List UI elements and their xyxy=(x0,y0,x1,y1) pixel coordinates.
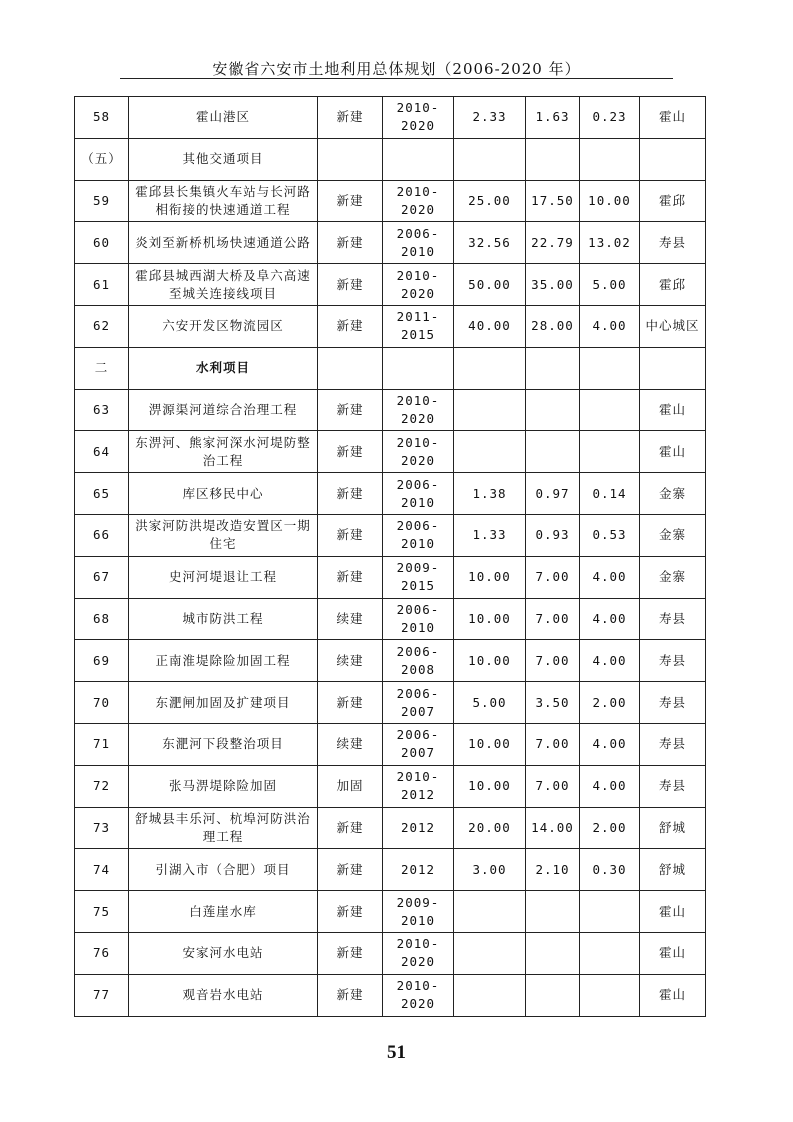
cell-farmland-area xyxy=(526,932,580,974)
cell-cultivated-area: 0.30 xyxy=(580,849,640,891)
cell-total-area xyxy=(454,974,526,1016)
cell-project-name: 舒城县丰乐河、杭埠河防洪治理工程 xyxy=(129,807,318,849)
table-row xyxy=(75,765,706,807)
cell-region: 霍山 xyxy=(640,891,706,933)
cell-construction-type: 新建 xyxy=(318,932,383,974)
cell-total-area: 10.00 xyxy=(454,765,526,807)
cell-cultivated-area: 0.53 xyxy=(580,514,640,556)
table-row xyxy=(75,473,706,515)
cell-cultivated-area: 4.00 xyxy=(580,305,640,347)
cell-total-area: 20.00 xyxy=(454,807,526,849)
cell-cultivated-area xyxy=(580,347,640,389)
table-row xyxy=(75,723,706,765)
cell-project-name: 观音岩水电站 xyxy=(129,974,318,1016)
cell-total-area: 3.00 xyxy=(454,849,526,891)
cell-region: 霍山 xyxy=(640,932,706,974)
cell-farmland-area: 7.00 xyxy=(526,640,580,682)
cell-farmland-area: 17.50 xyxy=(526,180,580,222)
cell-project-name: 库区移民中心 xyxy=(129,473,318,515)
cell-number: 74 xyxy=(75,849,129,891)
cell-project-name: 城市防洪工程 xyxy=(129,598,318,640)
cell-farmland-area: 28.00 xyxy=(526,305,580,347)
cell-number: 68 xyxy=(75,598,129,640)
cell-cultivated-area: 4.00 xyxy=(580,598,640,640)
table-row xyxy=(75,556,706,598)
cell-construction-type: 新建 xyxy=(318,514,383,556)
cell-region: 寿县 xyxy=(640,682,706,724)
cell-farmland-area: 0.93 xyxy=(526,514,580,556)
cell-region: 霍邱 xyxy=(640,180,706,222)
cell-construction-type: 新建 xyxy=(318,97,383,139)
cell-region xyxy=(640,347,706,389)
cell-number: 59 xyxy=(75,180,129,222)
cell-period: 2006-2010 xyxy=(383,222,454,264)
cell-construction-type: 新建 xyxy=(318,974,383,1016)
cell-region: 金寨 xyxy=(640,473,706,515)
cell-construction-type: 新建 xyxy=(318,180,383,222)
cell-cultivated-area: 0.23 xyxy=(580,97,640,139)
cell-total-area: 32.56 xyxy=(454,222,526,264)
cell-cultivated-area xyxy=(580,389,640,431)
cell-period: 2009-2015 xyxy=(383,556,454,598)
cell-total-area: 10.00 xyxy=(454,640,526,682)
cell-number: 71 xyxy=(75,723,129,765)
cell-cultivated-area: 4.00 xyxy=(580,765,640,807)
project-land-table xyxy=(74,96,706,1017)
cell-period: 2006-2007 xyxy=(383,682,454,724)
cell-total-area xyxy=(454,932,526,974)
header-rule xyxy=(120,78,673,79)
cell-period: 2010-2020 xyxy=(383,932,454,974)
cell-period: 2006-2010 xyxy=(383,473,454,515)
cell-number: 75 xyxy=(75,891,129,933)
cell-period: 2006-2008 xyxy=(383,640,454,682)
table-row xyxy=(75,807,706,849)
table-row xyxy=(75,305,706,347)
cell-number: 72 xyxy=(75,765,129,807)
cell-cultivated-area: 0.14 xyxy=(580,473,640,515)
table-row xyxy=(75,222,706,264)
cell-construction-type: 新建 xyxy=(318,556,383,598)
cell-project-name: 水利项目 xyxy=(129,347,318,389)
cell-project-name: 其他交通项目 xyxy=(129,138,318,180)
cell-total-area xyxy=(454,389,526,431)
cell-total-area xyxy=(454,431,526,473)
cell-cultivated-area xyxy=(580,138,640,180)
cell-region: 霍山 xyxy=(640,97,706,139)
cell-total-area: 5.00 xyxy=(454,682,526,724)
table-row xyxy=(75,849,706,891)
table-row xyxy=(75,347,706,389)
cell-construction-type: 新建 xyxy=(318,264,383,306)
cell-construction-type: 新建 xyxy=(318,389,383,431)
cell-construction-type: 续建 xyxy=(318,723,383,765)
page-number: 51 xyxy=(387,1042,406,1063)
table-row xyxy=(75,97,706,139)
cell-construction-type: 新建 xyxy=(318,682,383,724)
cell-period: 2011-2015 xyxy=(383,305,454,347)
table-row xyxy=(75,431,706,473)
cell-region: 舒城 xyxy=(640,849,706,891)
table-row xyxy=(75,264,706,306)
cell-number: 69 xyxy=(75,640,129,682)
cell-project-name: 淠源渠河道综合治理工程 xyxy=(129,389,318,431)
cell-period: 2012 xyxy=(383,849,454,891)
cell-period: 2010-2020 xyxy=(383,97,454,139)
table-body xyxy=(75,97,706,1017)
cell-farmland-area xyxy=(526,138,580,180)
cell-period: 2010-2020 xyxy=(383,974,454,1016)
cell-number: 77 xyxy=(75,974,129,1016)
cell-number: 66 xyxy=(75,514,129,556)
table-row xyxy=(75,891,706,933)
cell-region xyxy=(640,138,706,180)
cell-farmland-area: 7.00 xyxy=(526,765,580,807)
cell-construction-type: 新建 xyxy=(318,431,383,473)
cell-number: 61 xyxy=(75,264,129,306)
cell-farmland-area: 7.00 xyxy=(526,598,580,640)
cell-region: 霍山 xyxy=(640,974,706,1016)
cell-project-name: 安家河水电站 xyxy=(129,932,318,974)
cell-cultivated-area: 4.00 xyxy=(580,556,640,598)
cell-number: 62 xyxy=(75,305,129,347)
cell-period: 2006-2010 xyxy=(383,598,454,640)
cell-cultivated-area: 2.00 xyxy=(580,807,640,849)
cell-cultivated-area xyxy=(580,932,640,974)
cell-construction-type: 续建 xyxy=(318,640,383,682)
cell-number: 64 xyxy=(75,431,129,473)
cell-region: 寿县 xyxy=(640,765,706,807)
cell-farmland-area xyxy=(526,431,580,473)
cell-total-area: 25.00 xyxy=(454,180,526,222)
cell-region: 霍邱 xyxy=(640,264,706,306)
cell-project-name: 白莲崖水库 xyxy=(129,891,318,933)
cell-period: 2012 xyxy=(383,807,454,849)
cell-number: 65 xyxy=(75,473,129,515)
cell-period: 2010-2020 xyxy=(383,431,454,473)
cell-project-name: 正南淮堤除险加固工程 xyxy=(129,640,318,682)
cell-farmland-area xyxy=(526,347,580,389)
cell-region: 金寨 xyxy=(640,556,706,598)
cell-period: 2010-2012 xyxy=(383,765,454,807)
cell-project-name: 霍山港区 xyxy=(129,97,318,139)
cell-cultivated-area xyxy=(580,431,640,473)
cell-cultivated-area: 13.02 xyxy=(580,222,640,264)
cell-region: 舒城 xyxy=(640,807,706,849)
table-row xyxy=(75,389,706,431)
cell-number: 58 xyxy=(75,97,129,139)
cell-project-name: 洪家河防洪堤改造安置区一期住宅 xyxy=(129,514,318,556)
cell-number: 76 xyxy=(75,932,129,974)
cell-total-area: 10.00 xyxy=(454,598,526,640)
cell-farmland-area: 22.79 xyxy=(526,222,580,264)
cell-number: 70 xyxy=(75,682,129,724)
cell-farmland-area: 3.50 xyxy=(526,682,580,724)
cell-number: 二 xyxy=(75,347,129,389)
cell-construction-type: 新建 xyxy=(318,222,383,264)
cell-region: 霍山 xyxy=(640,389,706,431)
cell-total-area: 2.33 xyxy=(454,97,526,139)
cell-construction-type: 新建 xyxy=(318,891,383,933)
cell-farmland-area xyxy=(526,891,580,933)
table-row xyxy=(75,640,706,682)
cell-farmland-area: 14.00 xyxy=(526,807,580,849)
cell-period: 2006-2010 xyxy=(383,514,454,556)
cell-total-area: 40.00 xyxy=(454,305,526,347)
cell-project-name: 东淝闸加固及扩建项目 xyxy=(129,682,318,724)
cell-total-area xyxy=(454,138,526,180)
cell-number: 73 xyxy=(75,807,129,849)
cell-farmland-area: 2.10 xyxy=(526,849,580,891)
cell-region: 金寨 xyxy=(640,514,706,556)
cell-number: 60 xyxy=(75,222,129,264)
cell-construction-type xyxy=(318,138,383,180)
cell-construction-type: 加固 xyxy=(318,765,383,807)
table-row xyxy=(75,180,706,222)
cell-period: 2010-2020 xyxy=(383,264,454,306)
cell-construction-type: 新建 xyxy=(318,849,383,891)
cell-farmland-area: 7.00 xyxy=(526,723,580,765)
cell-project-name: 东淠河、熊家河深水河堤防整治工程 xyxy=(129,431,318,473)
cell-construction-type: 新建 xyxy=(318,807,383,849)
table-row xyxy=(75,682,706,724)
cell-farmland-area: 0.97 xyxy=(526,473,580,515)
cell-construction-type xyxy=(318,347,383,389)
cell-project-name: 史河河堤退让工程 xyxy=(129,556,318,598)
cell-number: 63 xyxy=(75,389,129,431)
cell-farmland-area: 1.63 xyxy=(526,97,580,139)
cell-cultivated-area xyxy=(580,891,640,933)
cell-period xyxy=(383,138,454,180)
cell-period: 2010-2020 xyxy=(383,389,454,431)
cell-cultivated-area: 2.00 xyxy=(580,682,640,724)
cell-cultivated-area: 5.00 xyxy=(580,264,640,306)
cell-region: 寿县 xyxy=(640,222,706,264)
cell-cultivated-area: 4.00 xyxy=(580,640,640,682)
cell-project-name: 引湖入市（合肥）项目 xyxy=(129,849,318,891)
cell-period: 2010-2020 xyxy=(383,180,454,222)
cell-region: 中心城区 xyxy=(640,305,706,347)
page-header-title: 安徽省六安市土地利用总体规划（2006-2020 年） xyxy=(212,60,581,78)
table-row xyxy=(75,974,706,1016)
table-row xyxy=(75,138,706,180)
cell-total-area xyxy=(454,891,526,933)
table-row xyxy=(75,598,706,640)
table-row xyxy=(75,932,706,974)
cell-farmland-area xyxy=(526,974,580,1016)
cell-total-area: 10.00 xyxy=(454,723,526,765)
cell-cultivated-area: 4.00 xyxy=(580,723,640,765)
cell-construction-type: 续建 xyxy=(318,598,383,640)
cell-cultivated-area xyxy=(580,974,640,1016)
cell-period: 2009-2010 xyxy=(383,891,454,933)
cell-region: 霍山 xyxy=(640,431,706,473)
table-row xyxy=(75,514,706,556)
cell-total-area: 1.33 xyxy=(454,514,526,556)
cell-total-area: 1.38 xyxy=(454,473,526,515)
cell-region: 寿县 xyxy=(640,598,706,640)
cell-total-area xyxy=(454,347,526,389)
cell-project-name: 炎刘至新桥机场快速通道公路 xyxy=(129,222,318,264)
cell-region: 寿县 xyxy=(640,640,706,682)
cell-region: 寿县 xyxy=(640,723,706,765)
cell-farmland-area xyxy=(526,389,580,431)
cell-period: 2006-2007 xyxy=(383,723,454,765)
cell-project-name: 六安开发区物流园区 xyxy=(129,305,318,347)
cell-construction-type: 新建 xyxy=(318,473,383,515)
cell-number: 67 xyxy=(75,556,129,598)
cell-project-name: 霍邱县城西湖大桥及阜六高速至城关连接线项目 xyxy=(129,264,318,306)
cell-construction-type: 新建 xyxy=(318,305,383,347)
cell-cultivated-area: 10.00 xyxy=(580,180,640,222)
cell-project-name: 张马淠堤除险加固 xyxy=(129,765,318,807)
cell-project-name: 东淝河下段整治项目 xyxy=(129,723,318,765)
cell-project-name: 霍邱县长集镇火车站与长河路相衔接的快速通道工程 xyxy=(129,180,318,222)
cell-number: （五） xyxy=(75,138,129,180)
cell-total-area: 50.00 xyxy=(454,264,526,306)
cell-farmland-area: 7.00 xyxy=(526,556,580,598)
cell-period xyxy=(383,347,454,389)
cell-total-area: 10.00 xyxy=(454,556,526,598)
cell-farmland-area: 35.00 xyxy=(526,264,580,306)
